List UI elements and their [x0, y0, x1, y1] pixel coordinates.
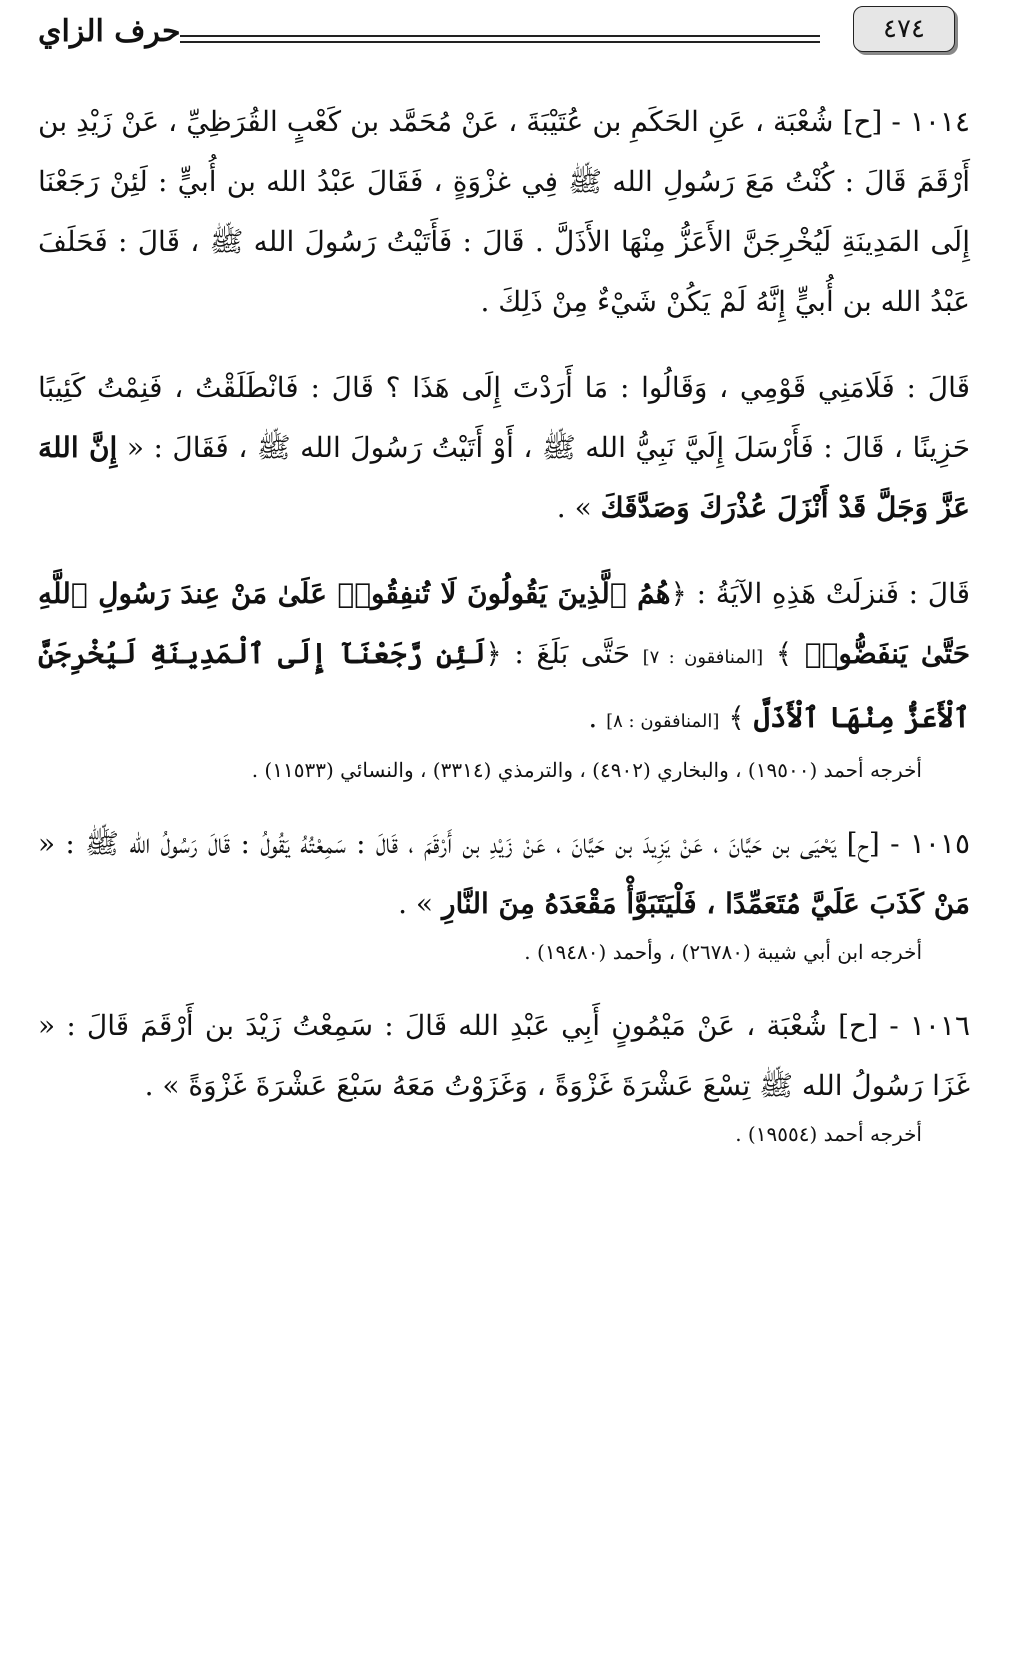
prophetic-quote: مَنْ كَذَبَ عَلَيَّ مُتَعَمِّدًا ، فَلْيَتَبَوَّأْ مَقْعَدَهُ مِنَ النَّارِ: [441, 887, 970, 920]
narration-text: قَالَ : فَنزلَتْ هَذِهِ الآيَةُ : ﴿: [670, 577, 971, 610]
header-rule: [180, 41, 820, 43]
period: .: [588, 701, 598, 734]
header-rule: [180, 35, 820, 37]
spacer: [38, 788, 970, 814]
page-header: [0, 0, 1010, 70]
verse-bracket-close: ﴾: [775, 637, 793, 670]
narration-text: قَالَ : فَلَامَنِي قَوْمِي ، وَقَالُوا : مَا أَرَدْتَ إِلَى هَذَا ؟ قَالَ : فَانْطَلَقْتُ ، فَنِمْتُ كَئِيبًا حَزِينًا ، قَالَ : فَأَرْسَلَ إِلَيَّ نَبِيُّ الله ﷺ ، أَوْ أَتَيْتُ رَسُولَ الله ﷺ ، فَقَالَ : «: [38, 371, 970, 464]
page-number-box: ٤٧٤: [853, 6, 955, 52]
narration-text: حَتَّى بَلَغَ : ﴿: [485, 637, 630, 670]
verse-citation: [المنافقون : ٨]: [606, 711, 720, 732]
quote-close: » .: [556, 491, 592, 524]
spacer: [38, 538, 970, 564]
quran-verse: لَئِن رَّجَعْنَآ إِلَى ٱلْمَدِينَةِ لَيُخْرِجَنَّ ٱلْأَعَزُّ مِنْهَا ٱلْأَذَلَّ: [38, 637, 970, 734]
quote-close: » .: [398, 887, 434, 920]
hadith-1016-reference: أخرجه أحمد (١٩٥٥٤) .: [735, 1122, 922, 1146]
quran-verse: هُمُ ٱلَّذِينَ يَقُولُونَ لَا تُنفِقُوا۟ عَلَىٰ مَنْ عِندَ رَسُولِ ٱللَّهِ حَتَّىٰ يَنفَضُّوا۟: [38, 577, 971, 670]
spacer: [38, 332, 970, 358]
hadith-1014-reference: أخرجه أحمد (١٩٥٠٠) ، والبخاري (٤٩٠٢) ، والترمذي (٣٣١٤) ، والنسائي (١١٥٣٣) .: [251, 758, 922, 782]
hadith-1015-reference: أخرجه ابن أبي شيبة (٢٦٧٨٠) ، وأحمد (١٩٤٨٠) .: [524, 940, 922, 964]
prophetic-quote: إِنَّ اللهَ عَزَّ وَجَلَّ قَدْ أَنْزَلَ عُذْرَكَ وَصَدَّقَكَ: [38, 431, 970, 524]
narration-text: ١٠١٥ - [ح] يَحْيَى بن حَيَّانَ ، عَنْ يَزِيدَ بن حَيَّانَ ، عَنْ زَيْدِ بن أَرْقَمَ ، قَالَ : سَمِعْتُهُ يَقُولُ : قَالَ رَسُولُ الله ﷺ : «: [38, 827, 970, 860]
hadith-1015-paragraph: [38, 814, 970, 934]
quran-verse-paragraph: [38, 564, 970, 752]
verse-citation: [المنافقون : ٧]: [642, 647, 764, 668]
hadith-1016-paragraph: ١٠١٦ - [ح] شُعْبَة ، عَنْ مَيْمُونٍ أَبِي عَبْدِ الله قَالَ : سَمِعْتُ زَيْدَ بن أَرْقَمَ قَالَ : « غَزَا رَسُولُ الله ﷺ تِسْعَ عَشْرَةَ غَزْوَةً ، وَغَزَوْتُ مَعَهُ سَبْعَ عَشْرَةَ غَزْوَةً » .: [38, 1009, 970, 1102]
section-title: حرف الزاي: [38, 14, 181, 49]
spacer: [38, 970, 970, 996]
hadith-1014-paragraph: ١٠١٤ - [ح] شُعْبَة ، عَنِ الحَكَمِ بن عُتَيْبَةَ ، عَنْ مُحَمَّد بن كَعْبٍ القُرَظِيِّ ، عَنْ زَيْدِ بن أَرْقَمَ قَالَ : كُنْتُ مَعَ رَسُولِ الله ﷺ فِي غزْوَةٍ ، فَقَالَ عَبْدُ الله بن أُبيٍّ : لَئِنْ رَجَعْنَا إِلَى المَدِينَةِ لَيُخْرِجَنَّ الأَعَزُّ مِنْهَا الأَذَلَّ . قَالَ : فَأَتَيْتُ رَسُولَ الله ﷺ ، قَالَ : فَحَلَفَ عَبْدُ الله بن أُبيٍّ إِنَّهُ لَمْ يَكُنْ شَيْءٌ مِنْ ذَلِكَ .: [38, 105, 970, 318]
hadith-1014-continuation: [38, 358, 970, 538]
verse-bracket-close: ﴾: [728, 701, 745, 734]
page-body: [38, 92, 970, 1152]
